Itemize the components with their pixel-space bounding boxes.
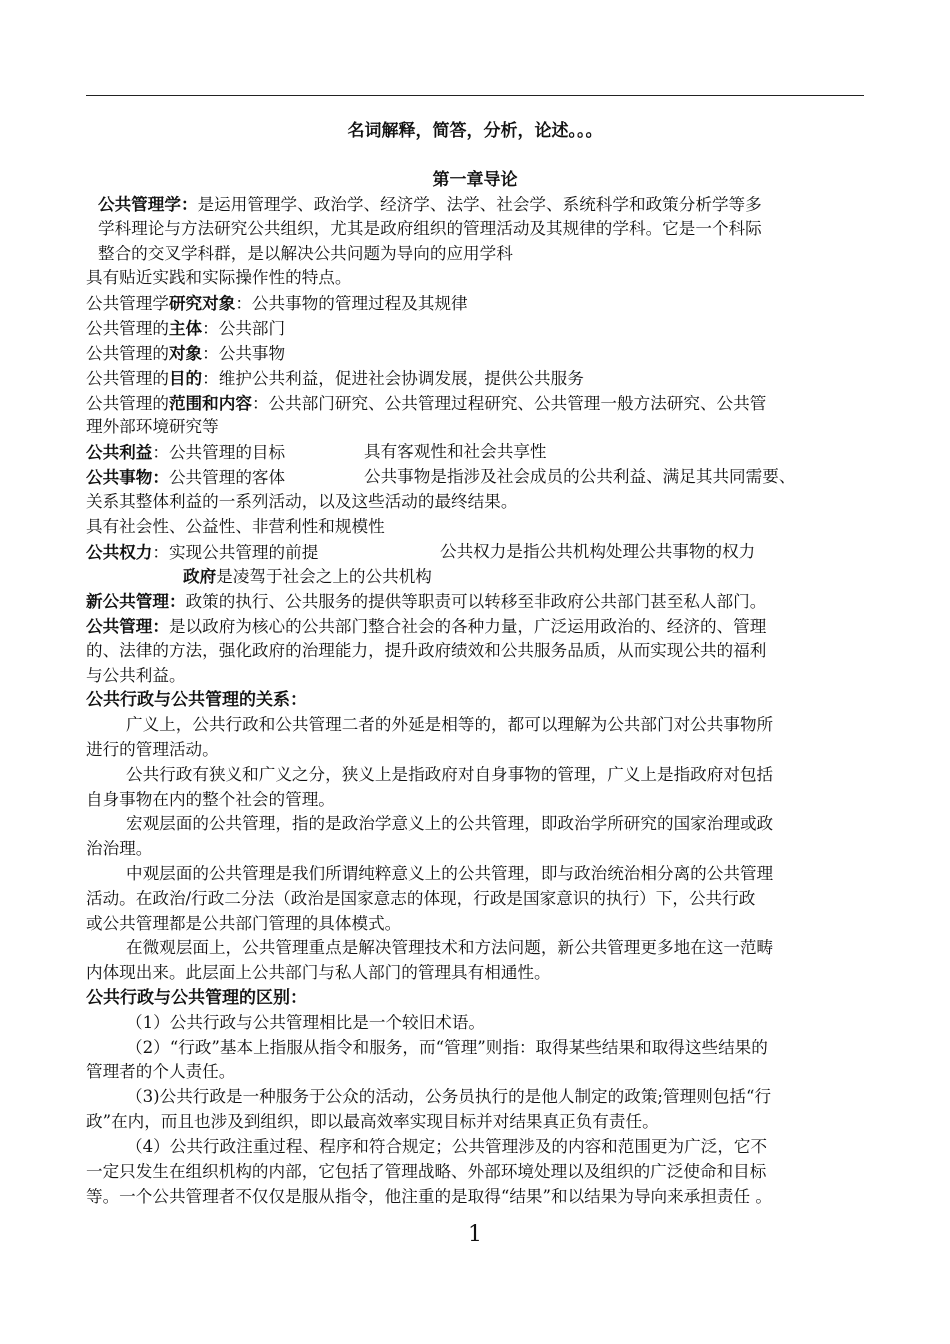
paragraph-line: 或公共管理都是公共部门管理的具体模式。: [86, 914, 402, 933]
paragraph-line: 宏观层面的公共管理，指的是政治学意义上的公共管理，即政治学所研究的国家治理或政: [126, 814, 774, 833]
header-rule: [86, 95, 864, 96]
text-line: 具有贴近实践和实际操作性的特点。: [86, 268, 352, 287]
paragraph-line: 广义上，公共行政和公共管理二者的外延是相等的，都可以理解为公共部门对公共事物所: [126, 715, 774, 734]
list-item: （2）“行政”基本上指服从指令和服务，而“管理”则指：取得某些结果和取得这些结果的: [126, 1038, 768, 1057]
paragraph-line: 进行的管理活动。: [86, 740, 219, 759]
definition-purpose: 公共管理的目的：维护公共利益，促进社会协调发展，提供公共服务: [86, 368, 584, 388]
definition-scope: 公共管理的范围和内容：公共部门研究、公共管理过程研究、公共管理一般方法研究、公共管: [86, 393, 767, 413]
list-item: （1）公共行政与公共管理相比是一个较旧术语。: [126, 1013, 486, 1032]
definition-subject: 公共管理的主体：公共部门: [86, 318, 286, 338]
text-line: 学科理论与方法研究公共组织，尤其是政府组织的管理活动及其规律的学科。它是一个科际: [98, 219, 762, 238]
chapter-title: 第一章导论: [432, 170, 518, 190]
page-number: 1: [468, 1222, 482, 1247]
text-line: 具有客观性和社会共享性: [364, 442, 547, 461]
text-line: 具有社会性、公益性、非营利性和规模性: [86, 517, 385, 536]
paragraph-line: 等。一个公共管理者不仅仅是服从指令，他注重的是取得“结果”和以结果为导向来承担责任 。: [86, 1187, 772, 1206]
definition-object: 公共管理的对象：公共事物: [86, 343, 286, 363]
text-line: 理外部环境研究等: [86, 417, 219, 436]
paragraph-line: 内体现出来。此层面上公共部门与私人部门的管理具有相通性。: [86, 963, 551, 982]
paragraph-line: 中观层面的公共管理是我们所谓纯粹意义上的公共管理，即与政治统治相分离的公共管理: [126, 864, 774, 883]
section-heading-relation: 公共行政与公共管理的关系：: [86, 690, 307, 710]
paragraph-line: 一定只发生在组织机构的内部，它包括了管理战略、外部环境处理以及组织的广泛使命和目标: [86, 1162, 767, 1181]
text-line: 整合的交叉学科群，是以解决公共问题为导向的应用学科: [98, 244, 513, 263]
text-line: 公共事物是指涉及社会成员的公共利益、满足其共同需要、: [364, 467, 796, 486]
definition-public-interest: 公共利益：公共管理的目标: [86, 442, 286, 462]
paragraph-line: 活动。在政治/行政二分法（政治是国家意志的体现，行政是国家意识的执行）下，公共行政: [86, 889, 756, 908]
definition-public-power: 公共权力：实现公共管理的前提: [86, 542, 319, 562]
text-line: 的、法律的方法，强化政府的治理能力，提升政府绩效和公共服务品质，从而实现公共的福利: [86, 641, 767, 660]
text-line: 关系其整体利益的一系列活动，以及这些活动的最终结果。: [86, 492, 518, 511]
definition-new-public-management: 新公共管理：政策的执行、公共服务的提供等职责可以转移至非政府公共部门甚至私人部门。: [86, 591, 767, 611]
paragraph-line: 公共行政有狭义和广义之分，狭义上是指政府对自身事物的管理，广义上是指政府对包括: [126, 765, 774, 784]
paragraph-line: 治治理。: [86, 839, 153, 858]
definition-government: 政府是凌驾于社会之上的公共机构: [183, 566, 432, 586]
text-line: 与公共利益。: [86, 666, 186, 685]
definition-research-object: 公共管理学研究对象：公共事物的管理过程及其规律: [86, 293, 468, 313]
list-item: （3)公共行政是一种服务于公众的活动，公务员执行的是他人制定的政策;管理则包括“行: [126, 1087, 772, 1106]
list-item: （4）公共行政注重过程、程序和符合规定；公共管理涉及的内容和范围更为广泛，它不: [126, 1137, 768, 1156]
definition-public-affairs: 公共事物：公共管理的客体: [86, 467, 286, 487]
definition-public-management: 公共管理：是以政府为核心的公共部门整合社会的各种力量，广泛运用政治的、经济的、管理: [86, 616, 767, 636]
section-heading-difference: 公共行政与公共管理的区别：: [86, 988, 307, 1008]
text-line: 公共权力是指公共机构处理公共事物的权力: [440, 542, 756, 561]
paragraph-line: 政”在内，而且也涉及到组织，即以最高效率实现目标并对结果真正负有责任。: [86, 1112, 659, 1131]
paragraph-line: 管理者的个人责任。: [86, 1062, 236, 1081]
paragraph-line: 在微观层面上，公共管理重点是解决管理技术和方法问题，新公共管理更多地在这一范畴: [126, 938, 774, 957]
paragraph-line: 自身事物在内的整个社会的管理。: [86, 790, 335, 809]
term: 公共管理学：: [98, 194, 198, 214]
definition-public-management-science: 公共管理学：是运用管理学、政治学、经济学、法学、社会学、系统科学和政策分析学等多: [98, 194, 762, 214]
page-header-line: 名词解释，简答，分析，论述。。。: [347, 121, 603, 141]
